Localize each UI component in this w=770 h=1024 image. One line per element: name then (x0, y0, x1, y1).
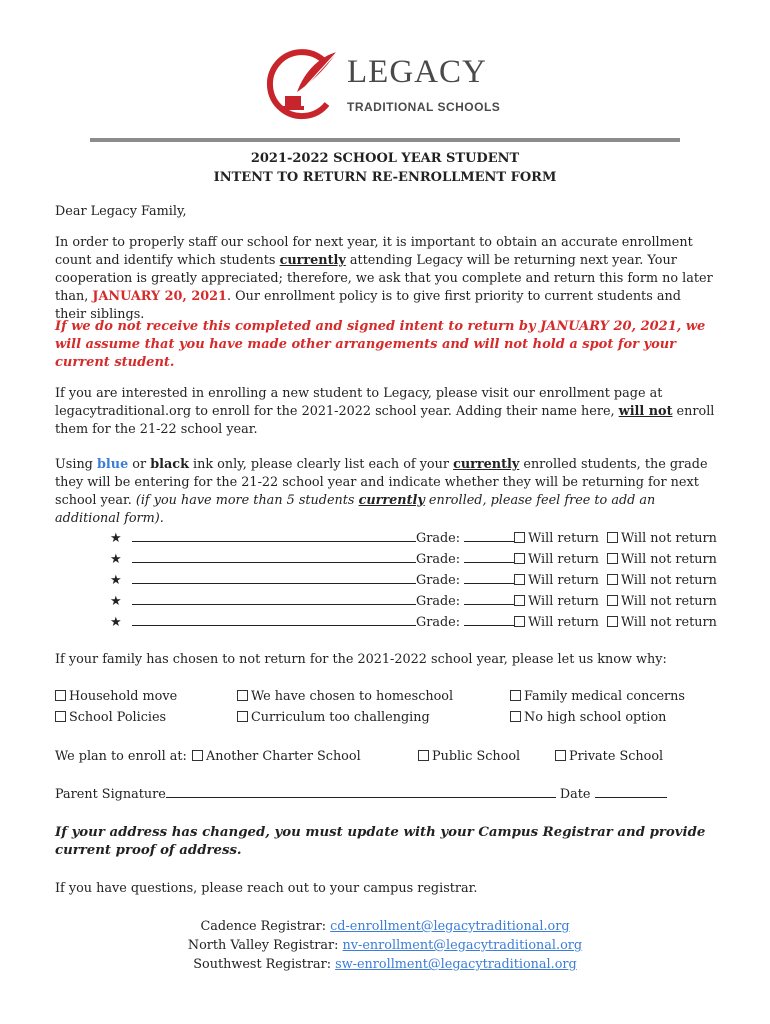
intro-paragraph (55, 234, 715, 324)
star-bullet-icon: ★ (110, 615, 122, 630)
new-student-text-c: enroll them for the 21-22 school year. (55, 404, 715, 437)
instructions-text-e: enrolled students, the grade they will be entering for the 21-22 school year and indicate whether they will be returning for next school year. (55, 457, 708, 508)
registrar-label: Southwest Registrar: (193, 957, 336, 972)
student-row (110, 530, 717, 550)
instructions-note-a: (if you have more than 5 students (135, 493, 359, 508)
grade-label: Grade: (416, 615, 461, 630)
will-return-label: Will return (528, 594, 599, 609)
registrar-email-link[interactable]: nv-enrollment@legacytraditional.org (342, 938, 583, 953)
checkbox[interactable] (237, 690, 248, 701)
plan-option-label: Public School (432, 749, 521, 764)
signature-row (55, 786, 667, 802)
checkbox[interactable] (555, 750, 566, 761)
grade-line[interactable] (464, 572, 514, 584)
form-title-line2: INTENT TO RETURN RE-ENROLLMENT FORM (213, 170, 557, 185)
will-return-checkbox[interactable] (514, 574, 525, 585)
reason-label: No high school option (524, 710, 667, 725)
signature-label: Parent Signature (55, 787, 166, 802)
logo-subtitle: TRADITIONAL SCHOOLS (347, 100, 501, 114)
deadline-warning: If we do not receive this completed and signed intent to return by JANUARY 20, 2021, we will assume that you have made other arrangements and will not hold a spot for your current student. (55, 319, 706, 370)
ink-black: black (150, 457, 189, 472)
instructions-note (55, 493, 655, 526)
reason-household-move[interactable] (55, 689, 177, 704)
checkbox[interactable] (192, 750, 203, 761)
form-title-line1: 2021-2022 SCHOOL YEAR STUDENT (250, 151, 520, 166)
student-row (110, 572, 717, 592)
new-student-paragraph (55, 385, 715, 439)
logo-wordmark: LEGACY (347, 54, 487, 90)
new-student-text-a: If you are interested in enrolling a new student to Legacy, please visit our enrollment page at legacytraditional.org to enroll for the 2021-2022 school year. Adding their name here, (55, 386, 663, 419)
will-not-return-checkbox[interactable] (607, 595, 618, 606)
will-return-label: Will return (528, 615, 599, 630)
student-name-line[interactable] (132, 551, 416, 563)
registrar-label: North Valley Registrar: (187, 938, 343, 953)
will-not-return-checkbox[interactable] (607, 616, 618, 627)
reason-label: We have chosen to homeschool (251, 689, 454, 704)
grade-label: Grade: (416, 531, 461, 546)
instructions-currently: currently (453, 457, 520, 472)
plan-public[interactable] (418, 749, 520, 764)
registrar-email-link[interactable]: sw-enrollment@legacytraditional.org (335, 957, 577, 972)
plan-option-label: Another Charter School (206, 749, 361, 764)
reason-label: Curriculum too challenging (251, 710, 430, 725)
reason-school-policies[interactable] (55, 710, 166, 725)
student-name-line[interactable] (132, 530, 416, 542)
reasons-prompt: If your family has chosen to not return for the 2021-2022 school year, please let us know why: (55, 652, 667, 667)
reason-homeschool[interactable] (237, 689, 453, 704)
grade-line[interactable] (464, 530, 514, 542)
instructions-text-c: ink only, please clearly list each of your (188, 457, 454, 472)
star-bullet-icon: ★ (110, 552, 122, 567)
reason-curriculum[interactable] (237, 710, 430, 725)
plan-private[interactable] (555, 749, 663, 764)
registrar-north-valley (0, 938, 770, 953)
will-return-checkbox[interactable] (514, 532, 525, 543)
will-not-return-label: Will not return (620, 552, 717, 567)
signature-line[interactable] (166, 786, 556, 798)
grade-label: Grade: (416, 573, 461, 588)
checkbox[interactable] (55, 690, 66, 701)
reason-medical[interactable] (510, 689, 685, 704)
star-bullet-icon: ★ (110, 594, 122, 609)
will-return-label: Will return (528, 552, 599, 567)
address-notice: If your address has changed, you must update with your Campus Registrar and provide current proof of address. (55, 825, 706, 858)
intro-text-c: attending Legacy will be returning next year. Your cooperation is greatly appreciated; therefore, we ask that you complete and return this form no later than, (55, 253, 713, 304)
plan-label: We plan to enroll at: (55, 749, 187, 764)
intro-text-a: In order to properly staff our school for next year, it is important to obtain an accurate enrollment count and identify which students (55, 235, 693, 268)
will-not-return-label: Will not return (620, 594, 717, 609)
greeting: Dear Legacy Family, (55, 204, 187, 219)
ink-blue: blue (96, 457, 129, 472)
checkbox[interactable] (510, 690, 521, 701)
intro-emphasis-currently: currently (279, 253, 346, 268)
plan-option-label: Private School (569, 749, 664, 764)
questions-text: If you have questions, please reach out to your campus registrar. (55, 881, 478, 896)
student-name-line[interactable] (132, 572, 416, 584)
star-bullet-icon: ★ (110, 531, 122, 546)
plan-charter[interactable] (192, 749, 361, 764)
will-not-return-label: Will not return (620, 615, 717, 630)
grade-line[interactable] (464, 551, 514, 563)
reason-label: Household move (69, 689, 178, 704)
will-not-return-checkbox[interactable] (607, 532, 618, 543)
will-not-return-checkbox[interactable] (607, 574, 618, 585)
grade-line[interactable] (464, 593, 514, 605)
checkbox[interactable] (510, 711, 521, 722)
will-return-label: Will return (528, 573, 599, 588)
intro-text-d: . Our enrollment policy is to give first priority to current students and their siblings. (55, 289, 681, 322)
grade-label: Grade: (416, 594, 461, 609)
student-row (110, 551, 717, 571)
student-list (55, 530, 717, 634)
quill-inkwell-icon (265, 48, 345, 122)
instructions-note-b: enrolled, please feel free to add an additional form). (55, 493, 656, 526)
star-bullet-icon: ★ (110, 573, 122, 588)
will-return-checkbox[interactable] (514, 553, 525, 564)
instructions-text-a: Using (55, 457, 97, 472)
reason-label: School Policies (69, 710, 167, 725)
instructions-paragraph (55, 456, 715, 528)
reason-high-school[interactable] (510, 710, 666, 725)
intro-deadline: JANUARY 20, 2021 (92, 289, 227, 304)
will-not-return-label: Will not return (620, 531, 717, 546)
will-return-checkbox[interactable] (514, 595, 525, 606)
will-not-return-checkbox[interactable] (607, 553, 618, 564)
instructions-note-currently: currently (358, 493, 425, 508)
registrar-southwest (0, 957, 770, 972)
checkbox[interactable] (55, 711, 66, 722)
student-row (110, 614, 717, 634)
registrar-label: Cadence Registrar: (200, 919, 331, 934)
will-return-checkbox[interactable] (514, 616, 525, 627)
checkbox[interactable] (237, 711, 248, 722)
student-row (110, 593, 717, 613)
will-not-emphasis: will not (618, 404, 673, 419)
will-not-return-label: Will not return (620, 573, 717, 588)
instructions-text-b: or (128, 457, 151, 472)
registrar-email-link[interactable]: cd-enrollment@legacytraditional.org (330, 919, 570, 934)
grade-label: Grade: (416, 552, 461, 567)
date-label: Date (559, 787, 591, 802)
header-divider (90, 138, 680, 142)
student-name-line[interactable] (132, 593, 416, 605)
grade-line[interactable] (464, 614, 514, 626)
registrar-cadence (0, 919, 770, 934)
checkbox[interactable] (418, 750, 429, 761)
student-name-line[interactable] (132, 614, 416, 626)
will-return-label: Will return (528, 531, 599, 546)
reason-label: Family medical concerns (524, 689, 685, 704)
date-line[interactable] (595, 786, 667, 798)
school-logo (265, 48, 505, 122)
